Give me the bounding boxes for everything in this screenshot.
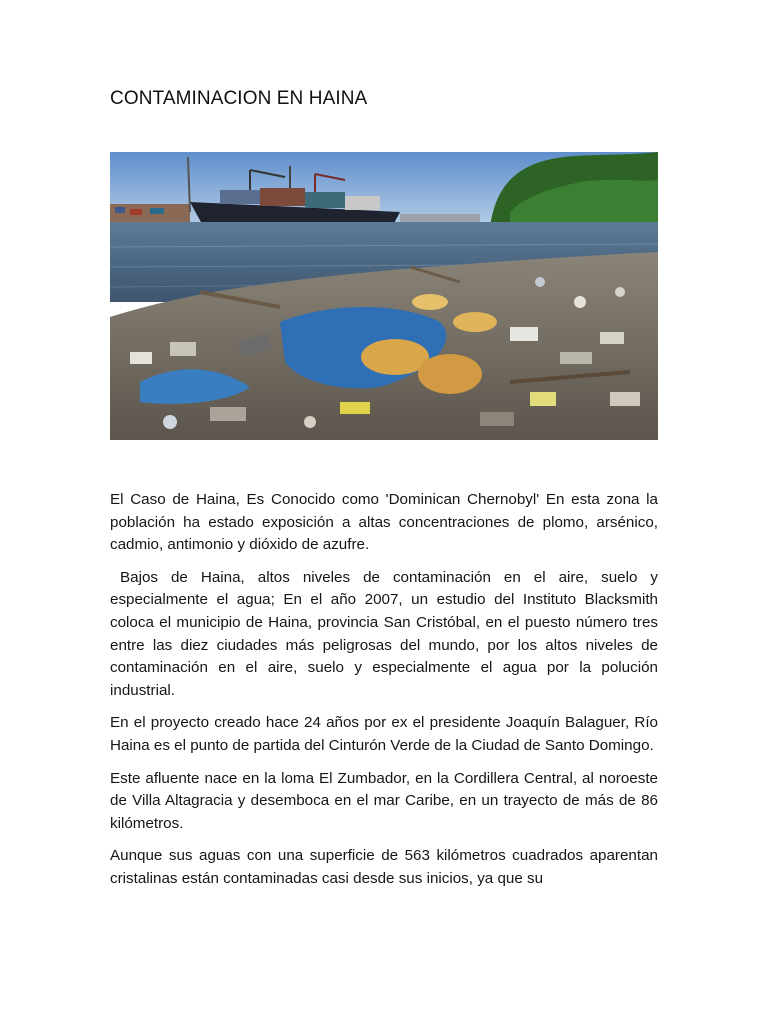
paragraph-5: Aunque sus aguas con una superficie de 563 kilómetros cuadrados aparentan cristalinas están contaminadas casi desde sus inicios, ya que su	[110, 847, 658, 887]
paragraph-3: En el proyecto creado hace 24 años por ex el presidente Joaquín Balaguer, Río Haina es el punto de partida del Cinturón Verde de la Ciudad de Santo Domingo.	[110, 714, 658, 754]
distant-buildings	[400, 214, 480, 222]
article-body	[110, 489, 658, 901]
paragraph-4: Este afluente nace en la loma El Zumbador, en la Cordillera Central, al noroeste de Villa Altagracia y desemboca en el mar Caribe, en un trayecto de más de 86 kilómetros.	[110, 769, 658, 832]
document-title: CONTAMINACION EN HAINA	[110, 88, 368, 109]
pollution-photo	[110, 152, 658, 440]
paragraph-2: Bajos de Haina, altos niveles de contaminación en el aire, suelo y especialmente el agua; En el año 2007, un estudio del Instituto Blacksmith coloca el municipio de Haina, provincia San Cristóbal, en el puesto número tres entre las diez ciudades más peligrosas del mundo, por los altos niveles de contaminación en el aire, suelo y especialmente el agua por la polución industrial.	[110, 568, 658, 699]
paragraph-1: El Caso de Haina, Es Conocido como 'Dominican Chernobyl' En esta zona la población ha estado exposición a altas concentraciones de plomo, arsénico, cadmio, antimonio y dióxido de azufre.	[110, 491, 658, 554]
